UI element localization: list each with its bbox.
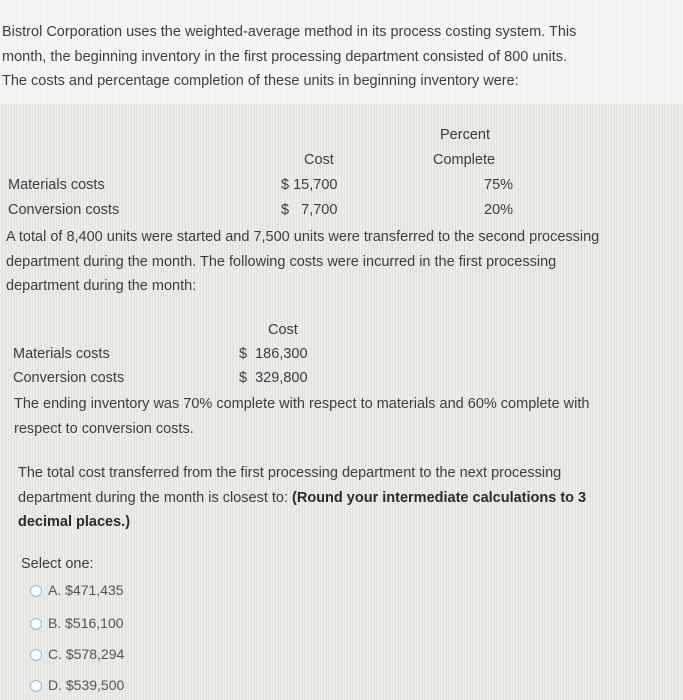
- production-line: department during the month:: [6, 278, 197, 294]
- option-letter: D.: [48, 677, 62, 693]
- table1-header-cost: Cost: [304, 152, 334, 168]
- table2-row-cost: $ 329,800: [239, 370, 308, 386]
- production-line: department during the month. The following costs were incurred in the first processing: [6, 253, 557, 270]
- production-line: A total of 8,400 units were started and 7,500 units were transferred to the second processing: [6, 229, 600, 245]
- table2-row-cost: $ 186,300: [239, 346, 308, 362]
- option-letter: C.: [48, 646, 62, 662]
- option-text: $471,435: [65, 582, 124, 598]
- ending-inventory-line: respect to conversion costs.: [14, 420, 194, 437]
- table2-row-label: Materials costs: [13, 346, 110, 362]
- radio-button[interactable]: [30, 649, 42, 661]
- ending-inventory-line: The ending inventory was 70% complete with respect to materials and 60% complete with: [14, 396, 590, 412]
- rounding-instruction: (Round your intermediate calculations to 3: [292, 489, 587, 506]
- intro-line: The costs and percentage completion of these units in beginning inventory were:: [2, 73, 519, 89]
- table1-row-percent: 75%: [484, 177, 514, 193]
- production-paragraph: [6, 225, 599, 299]
- answer-option-b[interactable]: [30, 615, 124, 631]
- table2-header-cost: Cost: [268, 322, 298, 338]
- answer-option-a[interactable]: [30, 582, 124, 598]
- table2-row-label: Conversion costs: [13, 370, 125, 386]
- option-text: $516,100: [65, 615, 124, 631]
- table1-row-cost: $ 15,700: [281, 177, 338, 193]
- question-line: [18, 486, 586, 511]
- option-text: $578,294: [65, 646, 125, 662]
- radio-button[interactable]: [30, 585, 42, 597]
- intro-line: month, the beginning inventory in the first processing department consisted of 800 units.: [2, 48, 568, 65]
- rounding-instruction-cont: decimal places.): [18, 514, 131, 530]
- question-line: The total cost transferred from the first processing department to the next processing: [18, 465, 562, 481]
- intro-paragraph: [2, 20, 576, 94]
- intro-line: Bistrol Corporation uses the weighted-average method in its process costing system. This: [2, 24, 577, 40]
- table1-row-label: Materials costs: [8, 177, 105, 193]
- ending-inventory-paragraph: [14, 392, 589, 441]
- table1-header-percent: Percent: [440, 127, 490, 143]
- table1-row-percent: 20%: [484, 202, 514, 218]
- table1-header-complete: Complete: [433, 152, 496, 168]
- table1-row-cost: $ 7,700: [281, 202, 338, 218]
- answer-option-c[interactable]: [30, 646, 124, 662]
- table1-row-label: Conversion costs: [8, 202, 120, 218]
- option-text: $539,500: [65, 677, 125, 693]
- answer-option-d[interactable]: [30, 677, 124, 693]
- option-letter: A.: [48, 582, 62, 598]
- radio-button[interactable]: [30, 680, 42, 692]
- question-text: [18, 461, 586, 535]
- question-text-plain: department during the month is closest to:: [18, 489, 293, 506]
- radio-button[interactable]: [30, 618, 42, 630]
- option-letter: B.: [48, 615, 62, 631]
- select-one-prompt: Select one:: [21, 556, 94, 572]
